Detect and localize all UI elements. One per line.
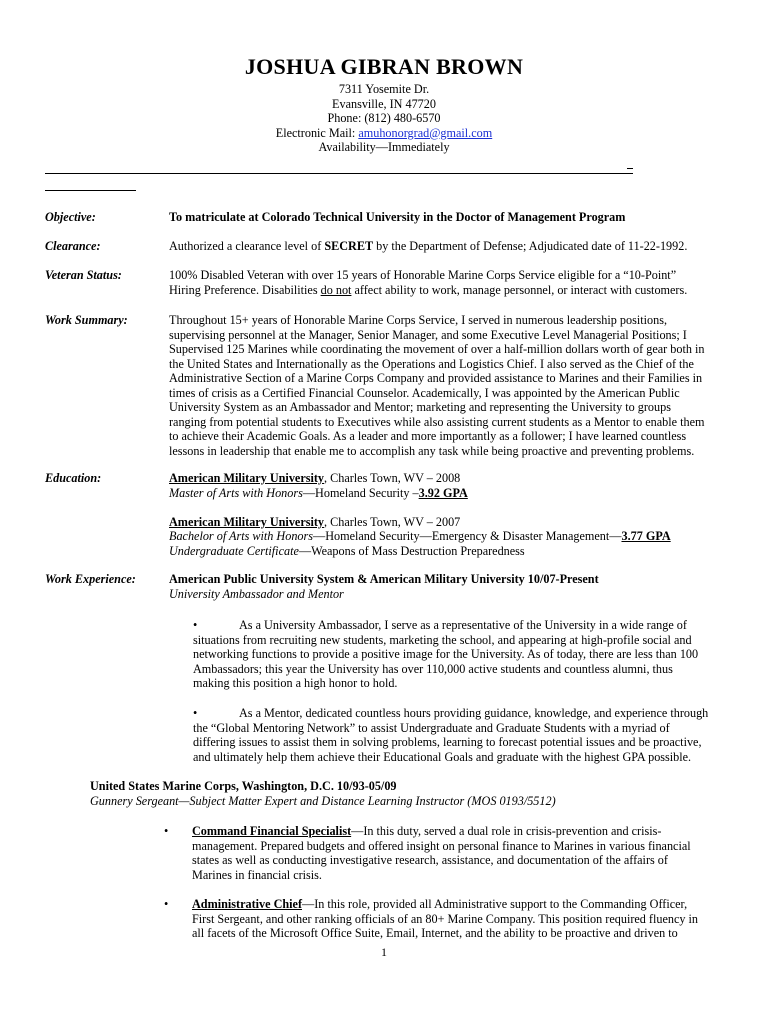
- clearance-text: [169, 239, 725, 254]
- item-title: Administrative Chief: [192, 897, 303, 911]
- clearance-label: Clearance:: [45, 239, 101, 253]
- item-text: —In this duty, served a dual role in crisis-prevention and crisis-: [351, 824, 662, 838]
- veteran-text: [169, 268, 725, 297]
- bullet-line: and ultimately help them achieve their Educational Goals and graduate with the highest GPA possible.: [193, 749, 692, 764]
- veteran-line-2-post: affect ability to work, manage personnel, or interact with customers.: [351, 282, 688, 297]
- degree-name: Master of Arts with Honors: [169, 485, 303, 500]
- degree-field: —Homeland Security –: [302, 485, 419, 500]
- bullet-line: making this position a high honor to hold.: [193, 676, 398, 690]
- item-title: Command Financial Specialist: [192, 824, 352, 838]
- job-2-item-1: [164, 824, 724, 882]
- job-role: Gunnery Sergeant—Subject Matter Expert and Distance Learning Instructor (MOS 0193/5512): [90, 793, 556, 808]
- summary-line: Administrative Section of a Marine Corps Company and provided assistance to Marines and their Families in: [169, 371, 703, 385]
- job-role: University Ambassador and Mentor: [169, 586, 344, 601]
- certificate-field: —Weapons of Mass Destruction Preparedness: [298, 543, 525, 558]
- email-line: [0, 126, 768, 141]
- summary-line: lessons in leadership that enable me to accomplish any task while being proactive and preventing problems.: [169, 443, 695, 458]
- objective-text: To matriculate at Colorado Technical University in the Doctor of Management Program: [169, 210, 626, 224]
- degree-line: [169, 529, 725, 544]
- address-line-2: Evansville, IN 47720: [332, 96, 436, 111]
- veteran-line-2: [169, 283, 725, 298]
- summary-line: the United States and Internationally as the Operations and Logistics Chief. I also served as the Chief of the: [169, 356, 694, 371]
- degree-field: —Homeland Security—Emergency & Disaster Management—: [313, 529, 622, 543]
- certificate-name: Undergraduate Certificate: [169, 543, 299, 558]
- clearance-pre: Authorized a clearance level of: [169, 239, 325, 253]
- bullet-line: differing issues to assist them in solving problems, learning to forecast potential issues and be proactive,: [193, 735, 702, 749]
- summary-line: to achieve their Academic Goals. As a leader and more importantly as a follower; I have learned countless: [169, 429, 687, 443]
- veteran-line-2-pre: Hiring Preference. Disabilities: [169, 282, 321, 297]
- bullet-text: As a Mentor, dedicated countless hours providing guidance, knowledge, and experience through: [239, 706, 709, 720]
- bullet-icon: •: [193, 618, 198, 632]
- spacer: [169, 500, 725, 515]
- bullet-line: [193, 618, 723, 633]
- item-first-line: [176, 897, 724, 912]
- objective-label: Objective:: [45, 210, 96, 224]
- item-first-line: [176, 824, 724, 839]
- education-label: Education:: [45, 471, 102, 485]
- degree-name: Bachelor of Arts with Honors: [169, 529, 314, 543]
- bullet-icon: •: [164, 897, 169, 911]
- item-line: First Sergeant, and other ranking officials of an 80+ Marine Company. This position required fluency in: [192, 911, 699, 926]
- summary-line: times of crisis as a Certified Financial Counselor. Academically, I was appointed by the American Public: [169, 385, 680, 400]
- bullet-line: Ambassadors; this year the University has over 110,000 active students and countless alumni, thus: [193, 661, 673, 676]
- header-divider-short: [45, 190, 136, 191]
- item-line: Marines in financial crisis.: [192, 867, 322, 882]
- education-entry-1: [169, 471, 725, 486]
- item-text: —In this role, provided all Administrative support to the Commanding Officer,: [302, 897, 688, 911]
- school-name: American Military University: [169, 471, 325, 485]
- clearance-level: SECRET: [324, 239, 374, 253]
- availability: Availability—Immediately: [318, 140, 450, 155]
- summary-line: University System as an Ambassador and Mentor; marketing and representing the University to groups: [169, 400, 671, 414]
- bullet-line: situations from recruiting new students, marketing the school, and appearing at high-profile social and: [193, 632, 692, 647]
- job-1-header: [169, 572, 725, 601]
- school-name: American Military University: [169, 514, 325, 529]
- address-line-1: 7311 Yosemite Dr.: [338, 82, 430, 96]
- school-location: , Charles Town, WV – 2007: [324, 514, 461, 529]
- bullet-line: the “Global Mentoring Network” to assist Undergraduate and Graduate Students with a myriad of: [193, 720, 670, 735]
- bullet-line: networking functions to provide a positive image for the University. As of today, there are less than 100: [193, 647, 699, 661]
- school-location: , Charles Town, WV – 2008: [324, 471, 461, 485]
- summary-line: Throughout 15+ years of Honorable Marine Corps Service, I served in numerous leadership positions,: [169, 313, 667, 327]
- veteran-label: Veteran Status:: [45, 268, 122, 282]
- item-line: states as well as conducting investigative research, assistance, and documentation of the affairs of: [192, 853, 668, 867]
- work-summary-label: Work Summary:: [45, 313, 128, 327]
- email-label: Electronic Mail:: [275, 125, 359, 140]
- header-divider: [45, 173, 633, 174]
- degree-gpa: 3.92 GPA: [418, 485, 468, 500]
- job-1-bullet-1: [193, 618, 723, 691]
- veteran-line-1: 100% Disabled Veteran with over 15 years of Honorable Marine Corps Service eligible for a “10-Point”: [169, 268, 677, 282]
- phone-number: Phone: (812) 480-6570: [327, 111, 441, 126]
- bullet-text: As a University Ambassador, I serve as a representative of the University in a wide range of: [239, 618, 687, 632]
- work-summary-text: [169, 313, 725, 458]
- header-divider-tail: [627, 168, 633, 169]
- bullet-icon: •: [193, 706, 198, 720]
- item-line: all facets of the Microsoft Office Suite, Email, Internet, and the ability to be proactive and driven to: [192, 926, 678, 940]
- certificate-line: [169, 544, 725, 559]
- job-title: United States Marine Corps, Washington, D.C. 10/93-05/09: [90, 779, 397, 793]
- work-experience-label: Work Experience:: [45, 572, 136, 586]
- page-number: 1: [381, 945, 387, 959]
- summary-line: supervising personnel at the Manager, Senior Manager, and some Executive Level Managerial Positions; I: [169, 327, 687, 342]
- item-line: management. Prepared budgets and offered insight on personal finance to Marines in various financial: [192, 838, 691, 853]
- clearance-post: by the Department of Defense; Adjudicated date of 11-22-1992.: [373, 239, 688, 253]
- job-title: American Public University System & American Military University 10/07-Present: [169, 572, 599, 586]
- summary-line: Supervised 125 Marines while coordinating the movement of over a half-million dollars worth of gear both in: [169, 342, 705, 356]
- job-2-header: [90, 779, 690, 808]
- education-content: [169, 471, 725, 558]
- applicant-name: JOSHUA GIBRAN BROWN: [244, 54, 524, 79]
- degree-line: [169, 486, 725, 501]
- email-link[interactable]: amuhonorgrad@gmail.com: [358, 125, 493, 140]
- bullet-line: [193, 706, 723, 721]
- veteran-emphasis: do not: [320, 282, 352, 297]
- education-entry-2: [169, 515, 725, 530]
- resume-header: [0, 52, 768, 155]
- summary-line: ranging from potential students to Executives while also assisting current students as a Mentor to enable them: [169, 414, 705, 429]
- bullet-icon: •: [164, 824, 169, 838]
- degree-gpa: 3.77 GPA: [621, 529, 671, 543]
- job-2-item-2: [164, 897, 724, 941]
- job-1-bullet-2: [193, 706, 723, 764]
